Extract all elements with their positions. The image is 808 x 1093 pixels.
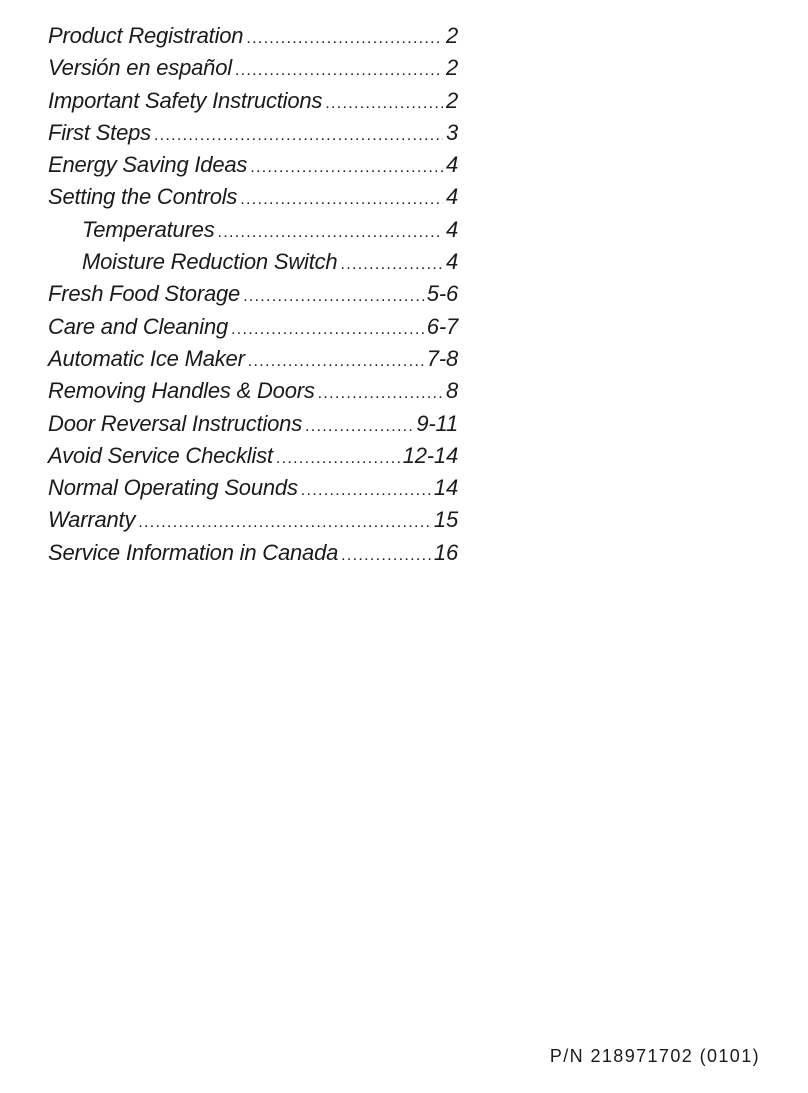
toc-entry [48,504,458,536]
toc-entry-page: 12-14 [402,442,458,468]
toc-dot-leader [250,152,443,184]
toc-subentry [48,214,458,246]
toc-entry-title: Service Information in Canada [48,539,339,565]
toc-entry-title: Care and Cleaning [48,313,229,339]
toc-entry-page: 4 [445,152,458,178]
toc-dot-leader [305,411,413,443]
toc-entry [48,472,458,504]
toc-entry [48,537,458,569]
toc-entry-title: Warranty [48,507,136,533]
toc-dot-leader [154,120,443,152]
toc-entry [48,440,458,472]
toc-subentry [48,246,458,278]
toc-entry-title: Energy Saving Ideas [48,152,248,178]
toc-dot-leader [218,217,443,249]
toc-entry-page: 14 [433,475,458,501]
toc-entry-page: 7-8 [426,345,458,371]
toc-entry [48,117,458,149]
toc-entry [48,278,458,310]
toc-entry-page: 8 [445,378,458,404]
toc-entry-page: 3 [445,119,458,145]
part-number: P/N 218971702 (0101) [549,1046,760,1066]
toc-entry-page: 2 [445,23,458,48]
toc-dot-leader [318,378,443,410]
toc-entry-title: Product Registration [48,23,244,48]
toc-entry-title: First Steps [48,119,151,145]
toc-entry [48,311,458,343]
toc-entry [48,52,458,84]
toc-dot-leader [246,23,443,55]
toc-entry-title: Removing Handles & Doors [48,378,315,404]
toc-entry [48,408,458,440]
toc-entry [48,85,458,117]
toc-entry-title: Versión en español [48,55,232,81]
toc-entry-title: Normal Operating Sounds [48,475,298,501]
table-of-contents [48,20,458,569]
toc-entry-page: 15 [433,507,458,533]
toc-entry-title: Temperatures [82,216,215,242]
toc-dot-leader [231,314,424,346]
toc-entry [48,375,458,407]
toc-entry-page: 16 [433,539,458,565]
toc-entry-page: 4 [445,249,458,275]
toc-entry-page: 5-6 [426,281,458,307]
toc-dot-leader [325,88,443,120]
toc-entry-title: Moisture Reduction Switch [82,249,338,275]
toc-entry-page: 4 [445,216,458,242]
toc-entry [48,343,458,375]
toc-entry-page: 9-11 [416,410,458,436]
toc-dot-leader [243,281,424,313]
toc-dot-leader [341,540,431,572]
toc-dot-leader [276,443,400,475]
toc-entry-title: Avoid Service Checklist [48,442,273,468]
toc-entry-title: Automatic Ice Maker [48,345,245,371]
toc-entry-title: Fresh Food Storage [48,281,241,307]
toc-entry-title: Door Reversal Instructions [48,410,303,436]
toc-entry-page: 2 [445,55,458,81]
toc-dot-leader [235,55,443,87]
toc-dot-leader [301,475,431,507]
toc-dot-leader [240,184,443,216]
toc-dot-leader [248,346,424,378]
toc-entry-page: 2 [445,87,458,113]
toc-entry-page: 4 [445,184,458,210]
toc-entry-page: 6-7 [426,313,458,339]
toc-entry-title: Important Safety Instructions [48,87,323,113]
toc-entry [48,149,458,181]
toc-entry-title: Setting the Controls [48,184,238,210]
toc-entry [48,20,458,52]
toc-dot-leader [340,249,443,281]
toc-dot-leader [138,507,431,539]
toc-entry [48,181,458,213]
